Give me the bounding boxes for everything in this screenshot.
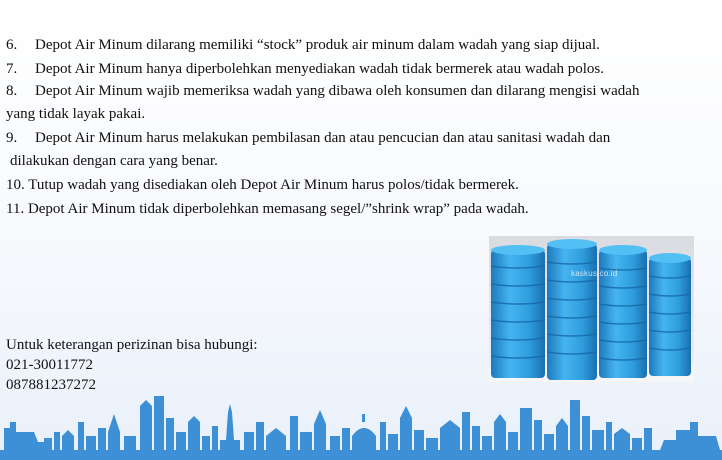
rule-11: 11. Depot Air Minum tidak diperbolehkan memasang segel/”shrink wrap” pada wadah. (6, 201, 529, 217)
cup-stack-4 (649, 253, 691, 376)
cup-stack-2 (547, 239, 597, 380)
rule-9-continuation: dilakukan dengan cara yang benar. (10, 153, 218, 169)
rule-text: Depot Air Minum hanya diperbolehkan menyediakan wadah tidak bermerek atau wadah polos. (35, 61, 604, 77)
rule-text: Depot Air Minum wajib memeriksa wadah yang dibawa oleh konsumen dan dilarang mengisi wadah (35, 83, 640, 99)
rule-number: 6. (6, 37, 18, 53)
cup-stack-photo (489, 236, 694, 382)
contact-info (6, 335, 258, 395)
rule-number: 9. (6, 130, 18, 146)
rule-10: 10. Tutup wadah yang disediakan oleh Depot Air Minum harus polos/tidak bermerek. (6, 177, 519, 193)
rule-number: 8. (6, 83, 18, 99)
contact-phone-1: 021-30011772 (6, 357, 93, 373)
cup-stack-3 (599, 245, 647, 378)
rule-text: Depot Air Minum harus melakukan pembilasan dan atau pencucian dan atau sanitasi wadah dan (35, 130, 611, 146)
photo-watermark: kaskus.co.id (571, 269, 618, 278)
rule-7 (6, 59, 604, 79)
rule-8-continuation: yang tidak layak pakai. (6, 106, 146, 122)
rule-9 (6, 128, 610, 148)
contact-heading: Untuk keterangan perizinan bisa hubungi: (6, 337, 258, 353)
rule-8 (6, 81, 639, 101)
rule-number: 7. (6, 61, 18, 77)
cup-stack-1 (491, 245, 545, 378)
city-skyline-decoration (0, 392, 722, 460)
rule-6 (6, 35, 600, 55)
contact-phone-2: 087881237272 (6, 377, 96, 393)
rule-text: Depot Air Minum dilarang memiliki “stock” produk air minum dalam wadah yang siap dijual. (35, 37, 600, 53)
